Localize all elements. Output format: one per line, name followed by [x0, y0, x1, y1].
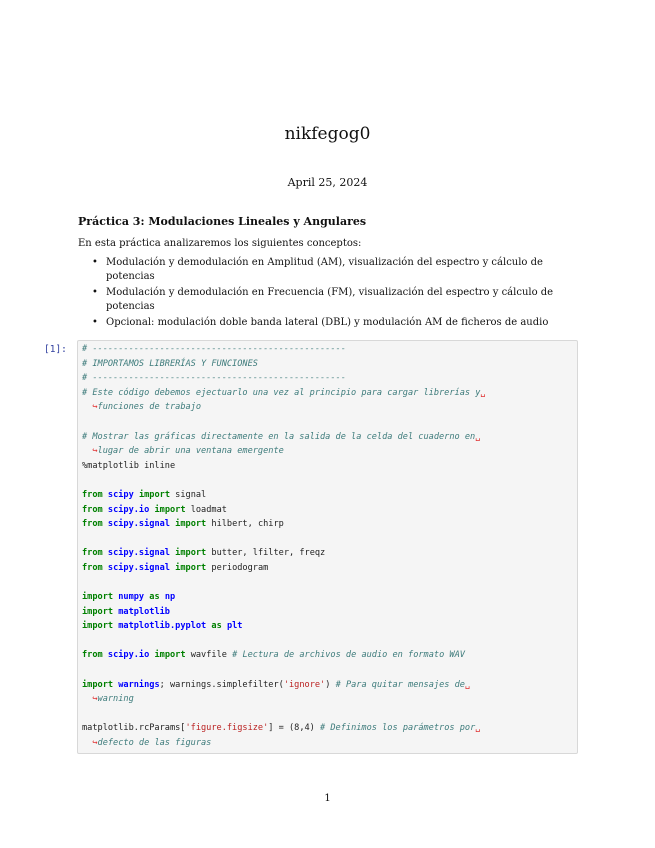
code-line	[82, 590, 572, 605]
cell-prompt: [1]:	[44, 344, 67, 355]
code-line	[82, 459, 572, 474]
code-line	[82, 576, 572, 591]
code-line	[82, 634, 572, 649]
code-line	[82, 619, 572, 634]
code-token: np	[164, 592, 176, 603]
code-token: ␣	[480, 387, 486, 398]
code-token: matplotlib	[118, 606, 170, 617]
code-line	[82, 430, 572, 445]
code-token: from	[82, 650, 103, 661]
code-token: # Para quitar mensajes de	[335, 679, 465, 690]
code-token: scipy	[107, 489, 134, 500]
code-token: ] = (8,4)	[268, 723, 321, 734]
code-line	[82, 371, 572, 386]
code-line	[82, 473, 572, 488]
code-token: scipy.io	[107, 504, 150, 515]
code-token: numpy	[118, 592, 145, 603]
code-token: scipy.io	[107, 650, 150, 661]
code-token: # -------------------------------------------------	[82, 344, 346, 354]
code-token: 'figure.figsize'	[185, 723, 269, 734]
code-line	[82, 415, 572, 430]
code-token: from	[82, 562, 103, 573]
code-token: matplotlib.rcParams[	[82, 723, 186, 734]
code-token: import	[154, 650, 186, 661]
code-token: warnings	[118, 679, 160, 690]
code-line	[82, 400, 572, 415]
code-token: import	[82, 606, 114, 617]
code-token: defecto de las figuras	[97, 738, 212, 749]
code-token: from	[82, 519, 103, 530]
code-token: from	[82, 489, 103, 500]
code-token: import	[175, 562, 207, 573]
code-token: %matplotlib inline	[82, 460, 176, 471]
code-token: as	[211, 621, 222, 632]
code-line	[82, 707, 572, 722]
code-token: matplotlib.pyplot	[118, 621, 207, 632]
code-line	[82, 561, 572, 576]
code-line	[82, 386, 572, 401]
code-token: from	[82, 504, 103, 515]
code-line	[82, 736, 572, 751]
code-token: loadmat	[185, 504, 227, 515]
section-title: Práctica 3: Modulaciones Lineales y Angulares	[78, 215, 367, 228]
code-token: butter, lfilter, freqz	[206, 548, 326, 559]
code-token: # Lectura de archivos de audio en formato WAV	[232, 650, 465, 661]
code-token: ; warnings.simplefilter(	[159, 679, 284, 690]
code-line	[82, 546, 572, 561]
code-token: ↪	[82, 694, 98, 705]
code-token: funciones de trabajo	[97, 402, 202, 413]
code-line	[82, 517, 572, 532]
code-line	[82, 357, 572, 372]
code-token: signal	[170, 489, 207, 500]
code-token: import	[175, 519, 207, 530]
code-token: scipy.signal	[107, 519, 170, 530]
page-number: 1	[324, 793, 331, 804]
code-token: ↪	[82, 738, 98, 749]
document-date: April 25, 2024	[287, 176, 368, 189]
code-line	[82, 678, 572, 693]
document-title: nikfegog0	[284, 124, 371, 144]
concept-item: • Modulación y demodulación en Amplitud (AM), visualización del espectro y cálculo de potencias	[78, 256, 578, 284]
code-token: 'ignore'	[283, 679, 326, 690]
code-token: ↪	[82, 446, 98, 457]
code-token: scipy.signal	[107, 548, 170, 559]
code-token: hilbert, chirp	[206, 519, 284, 530]
code-token: import	[82, 621, 114, 632]
code-token: # Mostrar las gráficas directamente en la salida de la celda del cuaderno en	[82, 431, 476, 442]
code-token: wavfile	[185, 650, 233, 661]
code-token: ↪	[82, 402, 98, 413]
intro-paragraph: En esta práctica analizaremos los siguientes conceptos:	[78, 238, 362, 249]
code-line	[82, 648, 572, 663]
code-token: ␣	[475, 723, 481, 734]
code-line	[82, 721, 572, 736]
code-token: # Definimos los parámetros por	[320, 723, 476, 734]
code-line	[82, 503, 572, 518]
code-line	[82, 532, 572, 547]
concepts-list	[78, 256, 578, 332]
code-token: # -------------------------------------------------	[82, 373, 346, 384]
code-token: plt	[226, 621, 243, 632]
code-line	[82, 342, 572, 357]
code-token: import	[82, 679, 114, 690]
code-line	[82, 444, 572, 459]
code-line	[82, 663, 572, 678]
code-token: ␣	[464, 679, 471, 690]
code-token: import	[175, 548, 207, 559]
code-token: warning	[97, 694, 134, 705]
code-token: # Este código debemos ejectuarlo una vez al principio para cargar librerías y	[82, 387, 481, 398]
code-token: import	[154, 504, 186, 515]
code-token: # IMPORTAMOS LIBRERÍAS Y FUNCIONES	[82, 358, 258, 369]
code-token: lugar de abrir una ventana emergente	[97, 446, 284, 457]
concept-item: • Modulación y demodulación en Frecuencia (FM), visualización del espectro y cálculo de potencias	[78, 286, 578, 314]
code-line	[82, 692, 572, 707]
code-token: ␣	[475, 431, 481, 442]
code-line	[82, 605, 572, 620]
code-token: periodogram	[206, 562, 269, 573]
code-block	[82, 342, 572, 751]
code-token: import	[138, 489, 170, 500]
code-token: )	[325, 679, 336, 690]
code-token: scipy.signal	[107, 562, 170, 573]
code-token: as	[149, 592, 160, 603]
concept-item: • Opcional: modulación doble banda lateral (DBL) y modulación AM de ficheros de audio	[78, 316, 578, 330]
code-line	[82, 488, 572, 503]
code-token: import	[82, 592, 114, 603]
code-token: from	[82, 548, 103, 559]
